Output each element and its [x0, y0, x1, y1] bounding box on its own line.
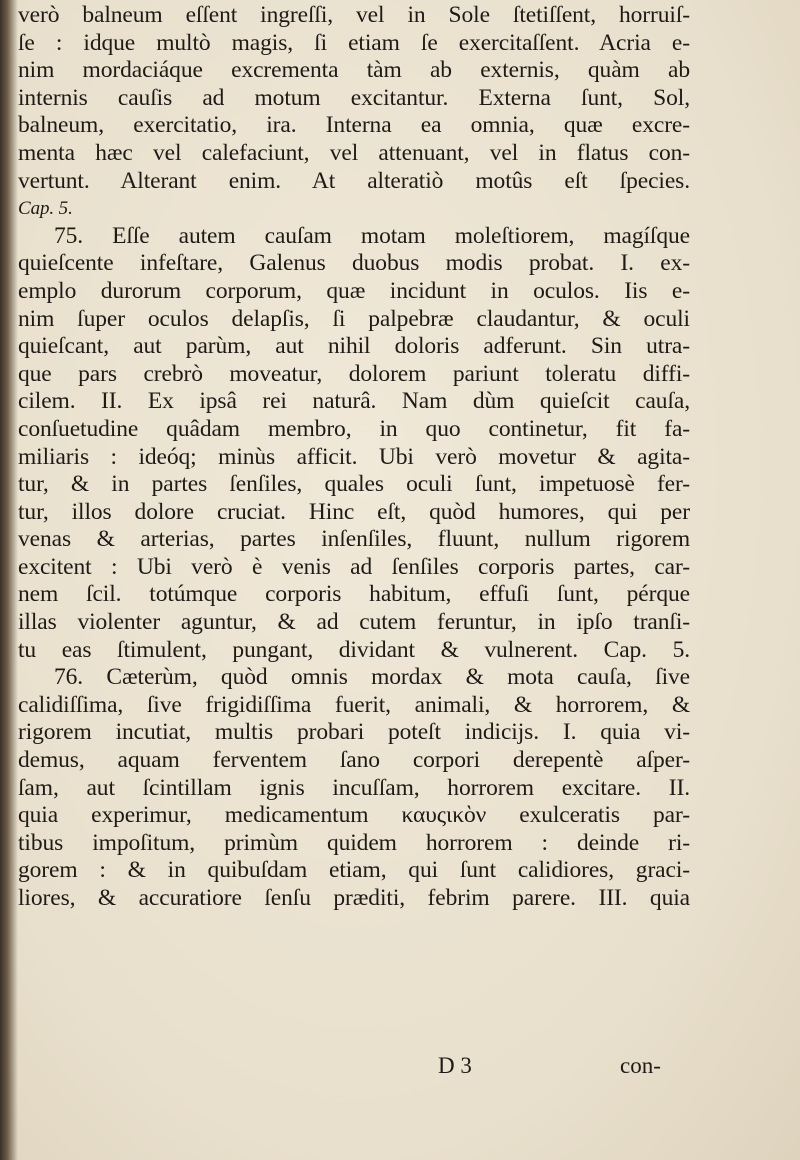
chapter-reference: Cap. 5.: [18, 198, 73, 220]
text-line: calidiſſima, ſive frigidiſſima fuerit, animali, & horrorem, &: [18, 691, 690, 718]
text-line: excitent : Ubi verò è venis ad ſenſiles corporis partes, car-: [18, 553, 690, 580]
text-line: ſam, aut ſcintillam ignis incuſſam, horrorem excitare. II.: [18, 774, 690, 801]
text-line: conſuetudine quâdam membro, in quo continetur, fit fa-: [18, 415, 690, 442]
text-line: liores, & accuratiore ſenſu præditi, febrim parere. III. quia: [18, 885, 690, 911]
body-text: [18, 2, 690, 913]
text-line: tur, illos dolore cruciat. Hinc eſt, quòd humores, qui per: [18, 498, 690, 525]
text-line: gorem : & in quibuſdam etiam, qui ſunt calidiores, graci-: [18, 857, 690, 884]
text-line: tu eas ſtimulent, pungant, dividant & vulnerent. Cap. 5.: [18, 636, 690, 663]
text-line: 76. Cæterùm, quòd omnis mordax & mota cauſa, ſive: [54, 664, 690, 691]
text-line: cilem. II. Ex ipsâ rei naturâ. Nam dùm quieſcit cauſa,: [18, 388, 690, 415]
text-line: venas & arterias, partes inſenſiles, fluunt, nullum rigorem: [18, 526, 690, 553]
text-line: menta hæc vel calefaciunt, vel attenuant, vel in flatus con-: [18, 139, 690, 166]
text-line: emplo durorum corporum, quæ incidunt in oculos. Iis e-: [18, 277, 690, 304]
text-line: que pars crebrò moveatur, dolorem pariunt toleratu diffi-: [18, 360, 690, 387]
text-line: nem ſcil. totúmque corporis habitum, effuſi ſunt, pérque: [18, 581, 690, 608]
text-line: rigorem incutiat, multis probari poteſt indicijs. I. quia vi-: [18, 719, 690, 746]
binding-shadow: [0, 0, 18, 1160]
text-line: ſe : idque multò magis, ſi etiam ſe exercitaſſent. Acria e-: [18, 29, 690, 56]
text-line: internis cauſis ad motum excitantur. Externa ſunt, Sol,: [18, 84, 690, 111]
signature-mark: D 3: [438, 1053, 472, 1078]
text-line: illas violenter aguntur, & ad cutem feruntur, in ipſo tranſi-: [18, 609, 690, 636]
text-line: quieſcant, aut parùm, aut nihil doloris adferunt. Sin utra-: [18, 333, 690, 360]
text-line: nim mordaciáque excrementa tàm ab externis, quàm ab: [18, 57, 690, 84]
text-line: 75. Eſſe autem cauſam motam moleſtiorem, magíſque: [54, 222, 690, 249]
catchword: con-: [620, 1053, 661, 1078]
text-line: nim ſuper oculos delapſis, ſi palpebræ claudantur, & oculi: [18, 305, 690, 332]
text-line: quieſcente infeſtare, Galenus duobus modis probat. I. ex-: [18, 250, 690, 277]
text-line: miliaris : ideóq; minùs afficit. Ubi verò movetur & agita-: [18, 443, 690, 470]
text-line: vertunt. Alterant enim. At alteratiò motûs eſt ſpecies.: [18, 167, 690, 194]
text-line: tur, & in partes ſenſiles, quales oculi ſunt, impetuosè fer-: [18, 471, 690, 498]
text-line: balneum, exercitatio, ira. Interna ea omnia, quæ excre-: [18, 112, 690, 139]
text-line: verò balneum eſſent ingreſſi, vel in Sole ſtetiſſent, horruiſ-: [18, 2, 690, 28]
text-line: demus, aquam ferventem ſano corpori derepentè aſper-: [18, 747, 690, 774]
text-line: quia experimur, medicamentum καυςικὸν exulceratis par-: [18, 802, 690, 829]
text-line: tibus impoſitum, primùm quidem horrorem : deinde ri-: [18, 829, 690, 856]
